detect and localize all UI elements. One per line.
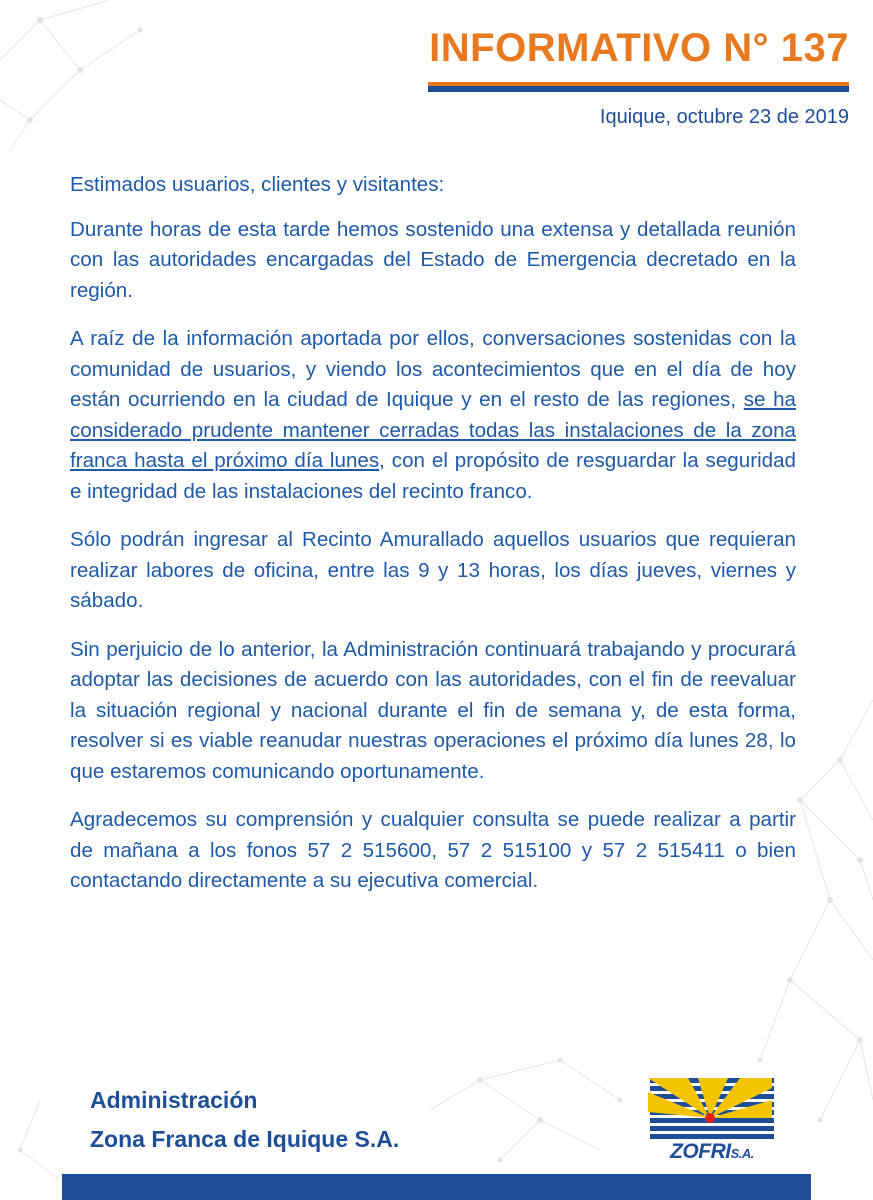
paragraph-meeting: Durante horas de esta tarde hemos sostenido una extensa y detallada reunión con las autoridades encargadas del Estado de Emergencia decretado en la región. bbox=[70, 217, 796, 302]
greeting: Estimados usuarios, clientes y visitantes: bbox=[70, 173, 445, 196]
paragraph-administration: Sin perjuicio de lo anterior, la Administración continuará trabajando y procurará adoptar las decisiones de acuerdo con las autoridades, con el fin de reevaluar la situación regional y nacional durante el fin de semana y, de esta forma, resolver si es viable reanudar nuestras operaciones el próximo día lunes 28, lo que estaremos comunicando oportunamente. bbox=[70, 637, 796, 783]
signature-line-2: Zona Franca de Iquique S.A. bbox=[90, 1126, 400, 1152]
logo-wordmark bbox=[648, 1140, 776, 1164]
title-divider-blue bbox=[428, 86, 849, 92]
footer-bar bbox=[62, 1174, 811, 1200]
zofri-logo bbox=[648, 1078, 776, 1170]
logo-sunburst-icon bbox=[648, 1078, 772, 1140]
title-divider bbox=[428, 82, 849, 92]
paragraph-access: Sólo podrán ingresar al Recinto Amurallado aquellos usuarios que requieran realizar labores de oficina, entre las 9 y 13 horas, los días jueves, viernes y sábado. bbox=[70, 528, 796, 612]
signature-line-1: Administración bbox=[90, 1087, 258, 1113]
closure-intro: A raíz de la información aportada por ellos, conversaciones sostenidas con la comunidad de usuarios, y viendo los acontecimientos que en el día de hoy están ocurriendo en la ciudad de Iquique y en el resto de las regiones, bbox=[70, 327, 796, 411]
logo-name: ZOFRI bbox=[670, 1140, 731, 1163]
document-date: Iquique, octubre 23 de 2019 bbox=[599, 106, 849, 128]
document-title: INFORMATIVO N° 137 bbox=[429, 26, 849, 70]
paragraph-contact: Agradecemos su comprensión y cualquier consulta se puede realizar a partir de mañana a los fonos 57 2 515600, 57 2 515100 y 57 2 515411 o bien contactando directamente a su ejecutiva comercial. bbox=[70, 808, 796, 892]
signature-block bbox=[90, 1081, 399, 1159]
closure-decision: se ha considerado prudente mantener cerradas todas las instalaciones de la zona franca hasta el próximo día lunes bbox=[70, 388, 796, 472]
paragraph-closure bbox=[70, 324, 796, 507]
logo-suffix: S.A. bbox=[730, 1146, 754, 1161]
letter-body bbox=[70, 170, 796, 915]
closure-purpose: , con el propósito de resguardar la seguridad e integridad de las instalaciones del recinto franco. bbox=[70, 449, 796, 503]
